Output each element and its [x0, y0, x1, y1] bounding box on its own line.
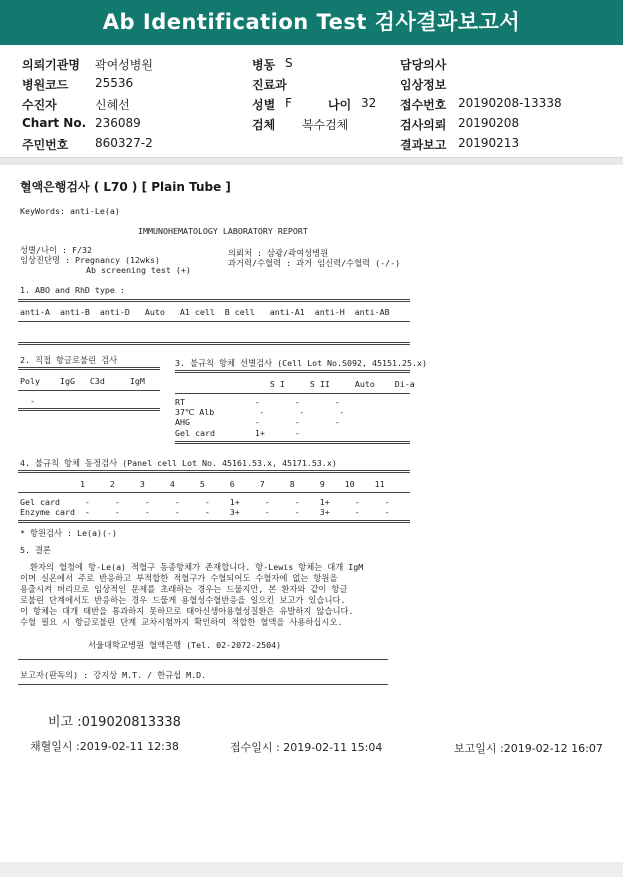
- patient-value: 신혜선: [95, 98, 130, 112]
- lab-report-title: IMMUNOHEMATOLOGY LABORATORY REPORT: [138, 226, 308, 236]
- section3-title: 3. 불규칙 항체 선별검사 (Cell Lot No.S092, 45151.25.x): [175, 358, 427, 368]
- conclusion-line: 로불린 단계에서도 반응하는 경우 드물게 용혈성수혈반응을 일으킨 보고가 있습니다.: [20, 595, 346, 605]
- reporter: 보고자(판독의) : 강지상 M.T. / 한규섭 M.D.: [20, 670, 207, 680]
- scanned-report: [0, 165, 623, 862]
- rule: [175, 441, 410, 444]
- hospital-code-value: 25536: [95, 76, 134, 90]
- clinical-label: 임상정보: [400, 78, 447, 92]
- rule: [18, 659, 388, 661]
- specimen-label: 검체: [252, 118, 276, 132]
- conclusion-line: 용출시켜 버리므로 임상적인 문제를 초래하는 경우는 드물지만, 본 환자와 같이 항글: [20, 584, 348, 594]
- section2-header: Poly IgG C3d IgM: [20, 376, 145, 386]
- doctor-label: 담당의사: [400, 58, 447, 72]
- section3-header: S I S II Auto Di-a: [175, 379, 415, 389]
- hospital-code-label: 병원코드: [22, 78, 69, 92]
- rrn-value: 860327-2: [95, 136, 153, 150]
- section3-row-rt: RT - - -: [175, 397, 340, 407]
- dept-label: 진료과: [252, 78, 287, 92]
- rule: [18, 408, 160, 411]
- request-date-label: 검사의뢰: [400, 118, 447, 132]
- ward-value: S: [285, 56, 293, 70]
- patient-sex-age: 성별/나이 : F/32: [20, 245, 93, 255]
- section2-title: 2. 직접 항글로불린 검사: [20, 355, 118, 365]
- collected-time: 채혈일시 :2019-02-11 12:38: [30, 740, 179, 753]
- rule: [18, 299, 410, 302]
- clinical-diagnosis: 임상진단명 : Pregnancy (12wks): [20, 255, 160, 265]
- section3-row-ahg: AHG - - -: [175, 417, 340, 427]
- section1-header: anti-A anti-B anti-D Auto A1 cell B cell anti-A1 anti-H anti-AB: [20, 307, 390, 317]
- rrn-label: 주민번호: [22, 138, 69, 152]
- report-header: [0, 0, 623, 45]
- accession-value: 20190208-13338: [458, 96, 562, 110]
- section2-row: -: [20, 396, 35, 406]
- specimen-value: 복수검체: [302, 118, 349, 132]
- section1-title: 1. ABO and RhD type :: [20, 285, 125, 295]
- chart-no-value: 236089: [95, 116, 141, 130]
- rule: [18, 520, 410, 523]
- conclusion-line: 이 항체는 대개 태반을 통과하지 못하므로 태아신생아용혈성질환은 유발하지 않습니다.: [20, 606, 354, 616]
- conclusion-line: 이며 실온에서 주로 반응하고 부적합한 적혈구가 수혈되어도 수혈자에 없는 항원을: [20, 573, 338, 583]
- age-value: 32: [361, 96, 377, 110]
- section4-row-gel: Gel card - - - - - 1+ - - 1+ - -: [20, 497, 390, 507]
- received-time: 접수일시 : 2019-02-11 15:04: [230, 741, 383, 754]
- conclusion-line: 수혈 필요 시 항글로불린 단계 교차시험까지 확인하여 적합한 혈액을 사용하십시오.: [20, 617, 343, 627]
- rule: [18, 470, 410, 473]
- org-label: 의뢰기관명: [22, 58, 80, 72]
- chart-no-label: Chart No.: [22, 116, 87, 130]
- section4-title: 4. 불규칙 항체 동정검사 (Panel cell Lot No. 45161.53.x, 45171.53.x): [20, 458, 337, 468]
- org-value: 곽여성병원: [95, 58, 153, 72]
- transfusion-history: 과거력/수혈력 : 과거 임신력/수혈력 (-/-): [228, 258, 401, 268]
- accession-label: 접수번호: [400, 98, 447, 112]
- section4-header: 1 2 3 4 5 6 7 8 9 10 11: [20, 479, 385, 489]
- section4-row-enzyme: Enzyme card - - - - - 3+ - - 3+ - -: [20, 507, 390, 517]
- sex-label: 성별: [252, 98, 276, 112]
- age-label: 나이: [328, 98, 352, 112]
- conclusion-line: 환자의 혈청에 항-Le(a) 적혈구 동종항체가 존재합니다. 항-Lewis 항체는 대개 IgM: [20, 562, 364, 572]
- rule: [18, 492, 410, 494]
- requester: 의뢰처 : 삼광/곽여성병원: [228, 248, 329, 258]
- patient-info-panel: [0, 45, 623, 157]
- bottom-margin: [0, 862, 623, 877]
- rule: [18, 342, 410, 345]
- section3-row-alb: 37℃ Alb - - -: [175, 407, 345, 417]
- test-title: 혈액은행검사 ( L70 ) [ Plain Tube ]: [20, 180, 231, 194]
- rule: [18, 367, 160, 370]
- sex-value: F: [285, 96, 292, 110]
- rule: [18, 321, 410, 323]
- rule: [18, 684, 388, 686]
- section3-row-gel: Gel card 1+ -: [175, 428, 300, 438]
- ward-label: 병동: [252, 58, 276, 72]
- rule: [18, 390, 160, 392]
- patient-label: 수진자: [22, 98, 57, 112]
- report-date-label: 결과보고: [400, 138, 447, 152]
- report-title: Ab Identification Test 검사결과보고서: [102, 10, 521, 34]
- section5-title: 5. 결론: [20, 545, 52, 555]
- report-date-value: 20190213: [458, 136, 520, 150]
- keywords: KeyWords: anti-Le(a): [20, 206, 120, 216]
- screening-result: Ab screening test (+): [86, 265, 191, 275]
- antigen-test: * 항원검사 : Le(a)(-): [20, 528, 117, 538]
- remark: 비고 :019020813338: [48, 715, 181, 730]
- reported-time: 보고일시 :2019-02-12 16:07: [454, 742, 603, 755]
- rule: [175, 370, 410, 373]
- request-date-value: 20190208: [458, 116, 520, 130]
- rule: [175, 393, 410, 395]
- hospital-contact: 서울대학교병원 혈액은행 (Tel. 02-2072-2504): [88, 640, 282, 650]
